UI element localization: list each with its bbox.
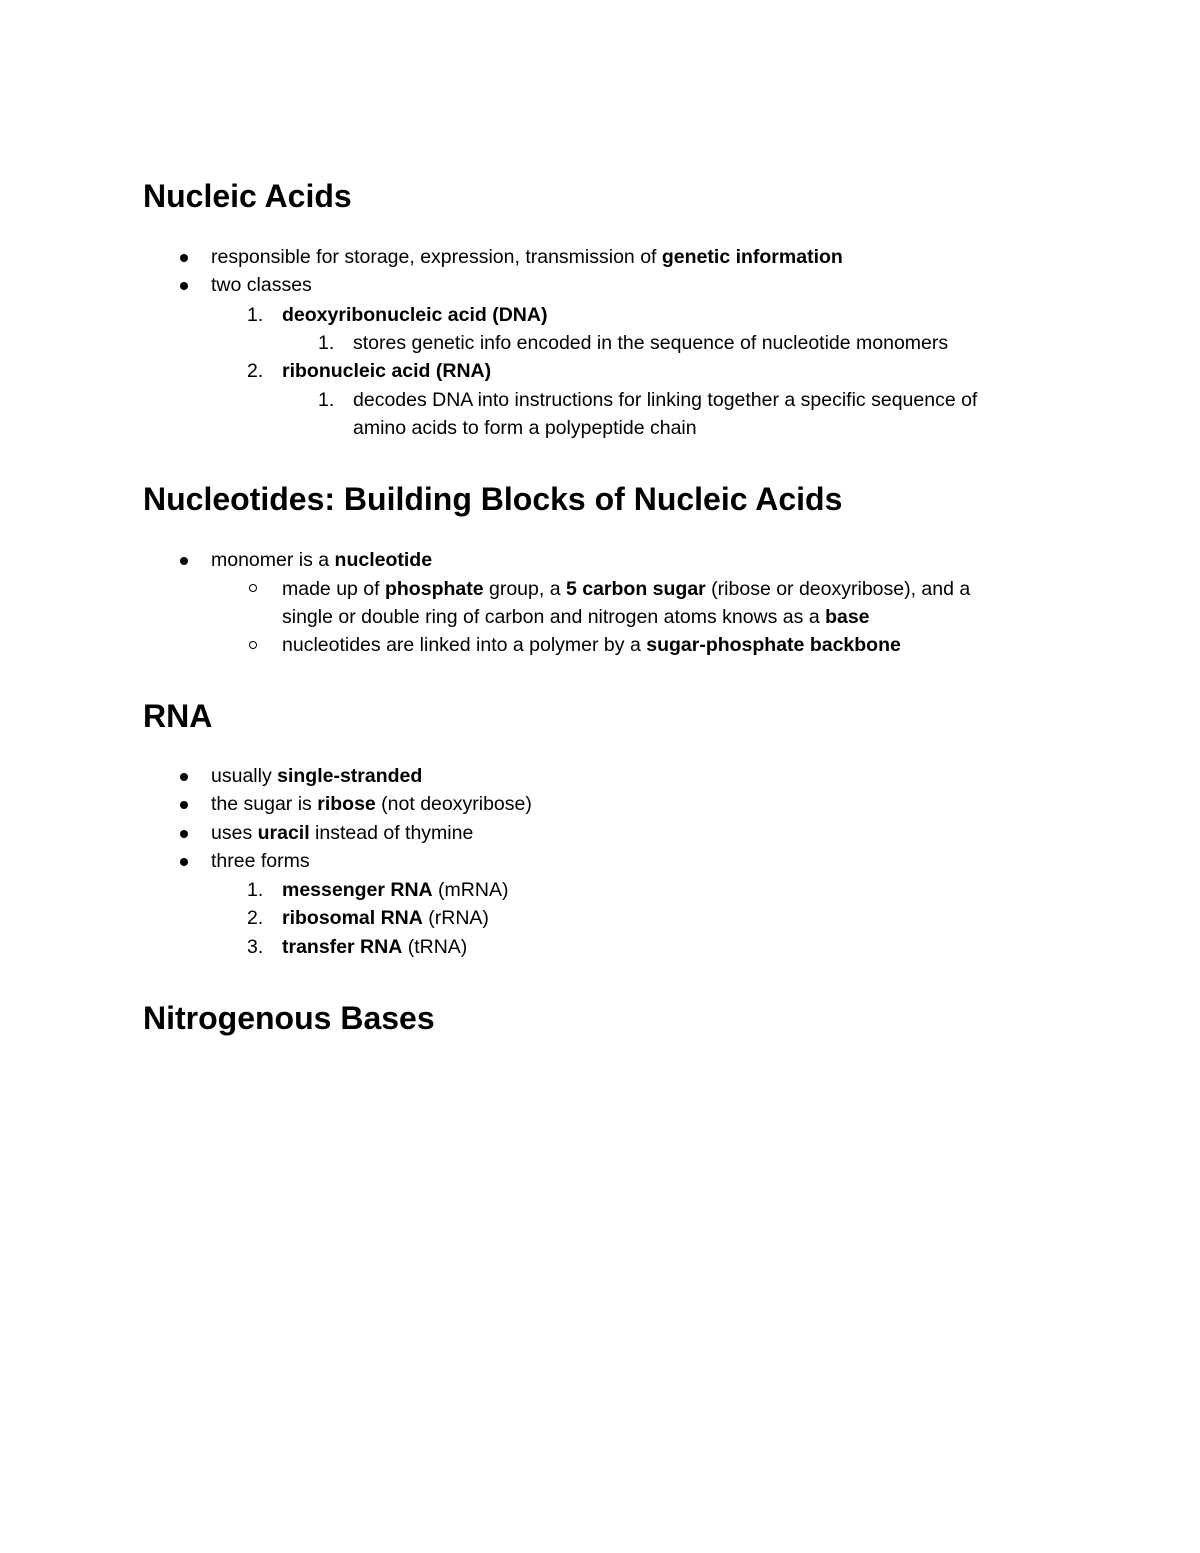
list-item: deoxyribonucleic acid (DNA) — [282, 304, 548, 326]
bullet-icon — [180, 801, 188, 809]
circle-bullet-icon — [249, 641, 257, 649]
bullet-icon — [180, 282, 188, 290]
list-item: ribonucleic acid (RNA) — [282, 360, 492, 382]
list-item: made up of phosphate group, a 5 carbon sugar (ribose or deoxyribose), and a — [282, 578, 971, 600]
list-item: three forms — [211, 850, 310, 872]
circle-bullet-icon — [249, 584, 257, 592]
list-number: 2. — [247, 907, 264, 929]
list-item: decodes DNA into instructions for linking together a specific sequence of — [353, 389, 978, 411]
list-item: uses uracil instead of thymine — [211, 822, 474, 844]
list-item-continuation: single or double ring of carbon and nitrogen atoms knows as a base — [282, 606, 870, 628]
list-item: messenger RNA (mRNA) — [282, 879, 509, 901]
list-item: transfer RNA (tRNA) — [282, 936, 468, 958]
heading-nitrogenous-bases: Nitrogenous Bases — [143, 1000, 435, 1036]
bullet-icon — [180, 254, 188, 262]
list-item: responsible for storage, expression, transmission of genetic information — [211, 246, 843, 268]
list-item: monomer is a nucleotide — [211, 549, 433, 571]
list-number: 1. — [318, 389, 335, 411]
heading-rna: RNA — [143, 698, 213, 734]
bullet-icon — [180, 858, 188, 866]
list-number: 1. — [318, 332, 335, 354]
bullet-icon — [180, 830, 188, 838]
list-number: 1. — [247, 879, 264, 901]
list-item-continuation: amino acids to form a polypeptide chain — [353, 417, 697, 439]
list-item: ribosomal RNA (rRNA) — [282, 907, 489, 929]
list-number: 2. — [247, 360, 264, 382]
list-item: two classes — [211, 274, 312, 296]
bullet-icon — [180, 773, 188, 781]
bullet-icon — [180, 557, 188, 565]
list-number: 1. — [247, 304, 264, 326]
heading-nucleic-acids: Nucleic Acids — [143, 178, 352, 214]
list-item: the sugar is ribose (not deoxyribose) — [211, 793, 532, 815]
heading-nucleotides: Nucleotides: Building Blocks of Nucleic Acids — [143, 481, 843, 517]
list-item: nucleotides are linked into a polymer by a sugar-phosphate backbone — [282, 634, 901, 656]
list-item: stores genetic info encoded in the sequence of nucleotide monomers — [353, 332, 949, 354]
list-item: usually single-stranded — [211, 765, 423, 787]
list-number: 3. — [247, 936, 264, 958]
